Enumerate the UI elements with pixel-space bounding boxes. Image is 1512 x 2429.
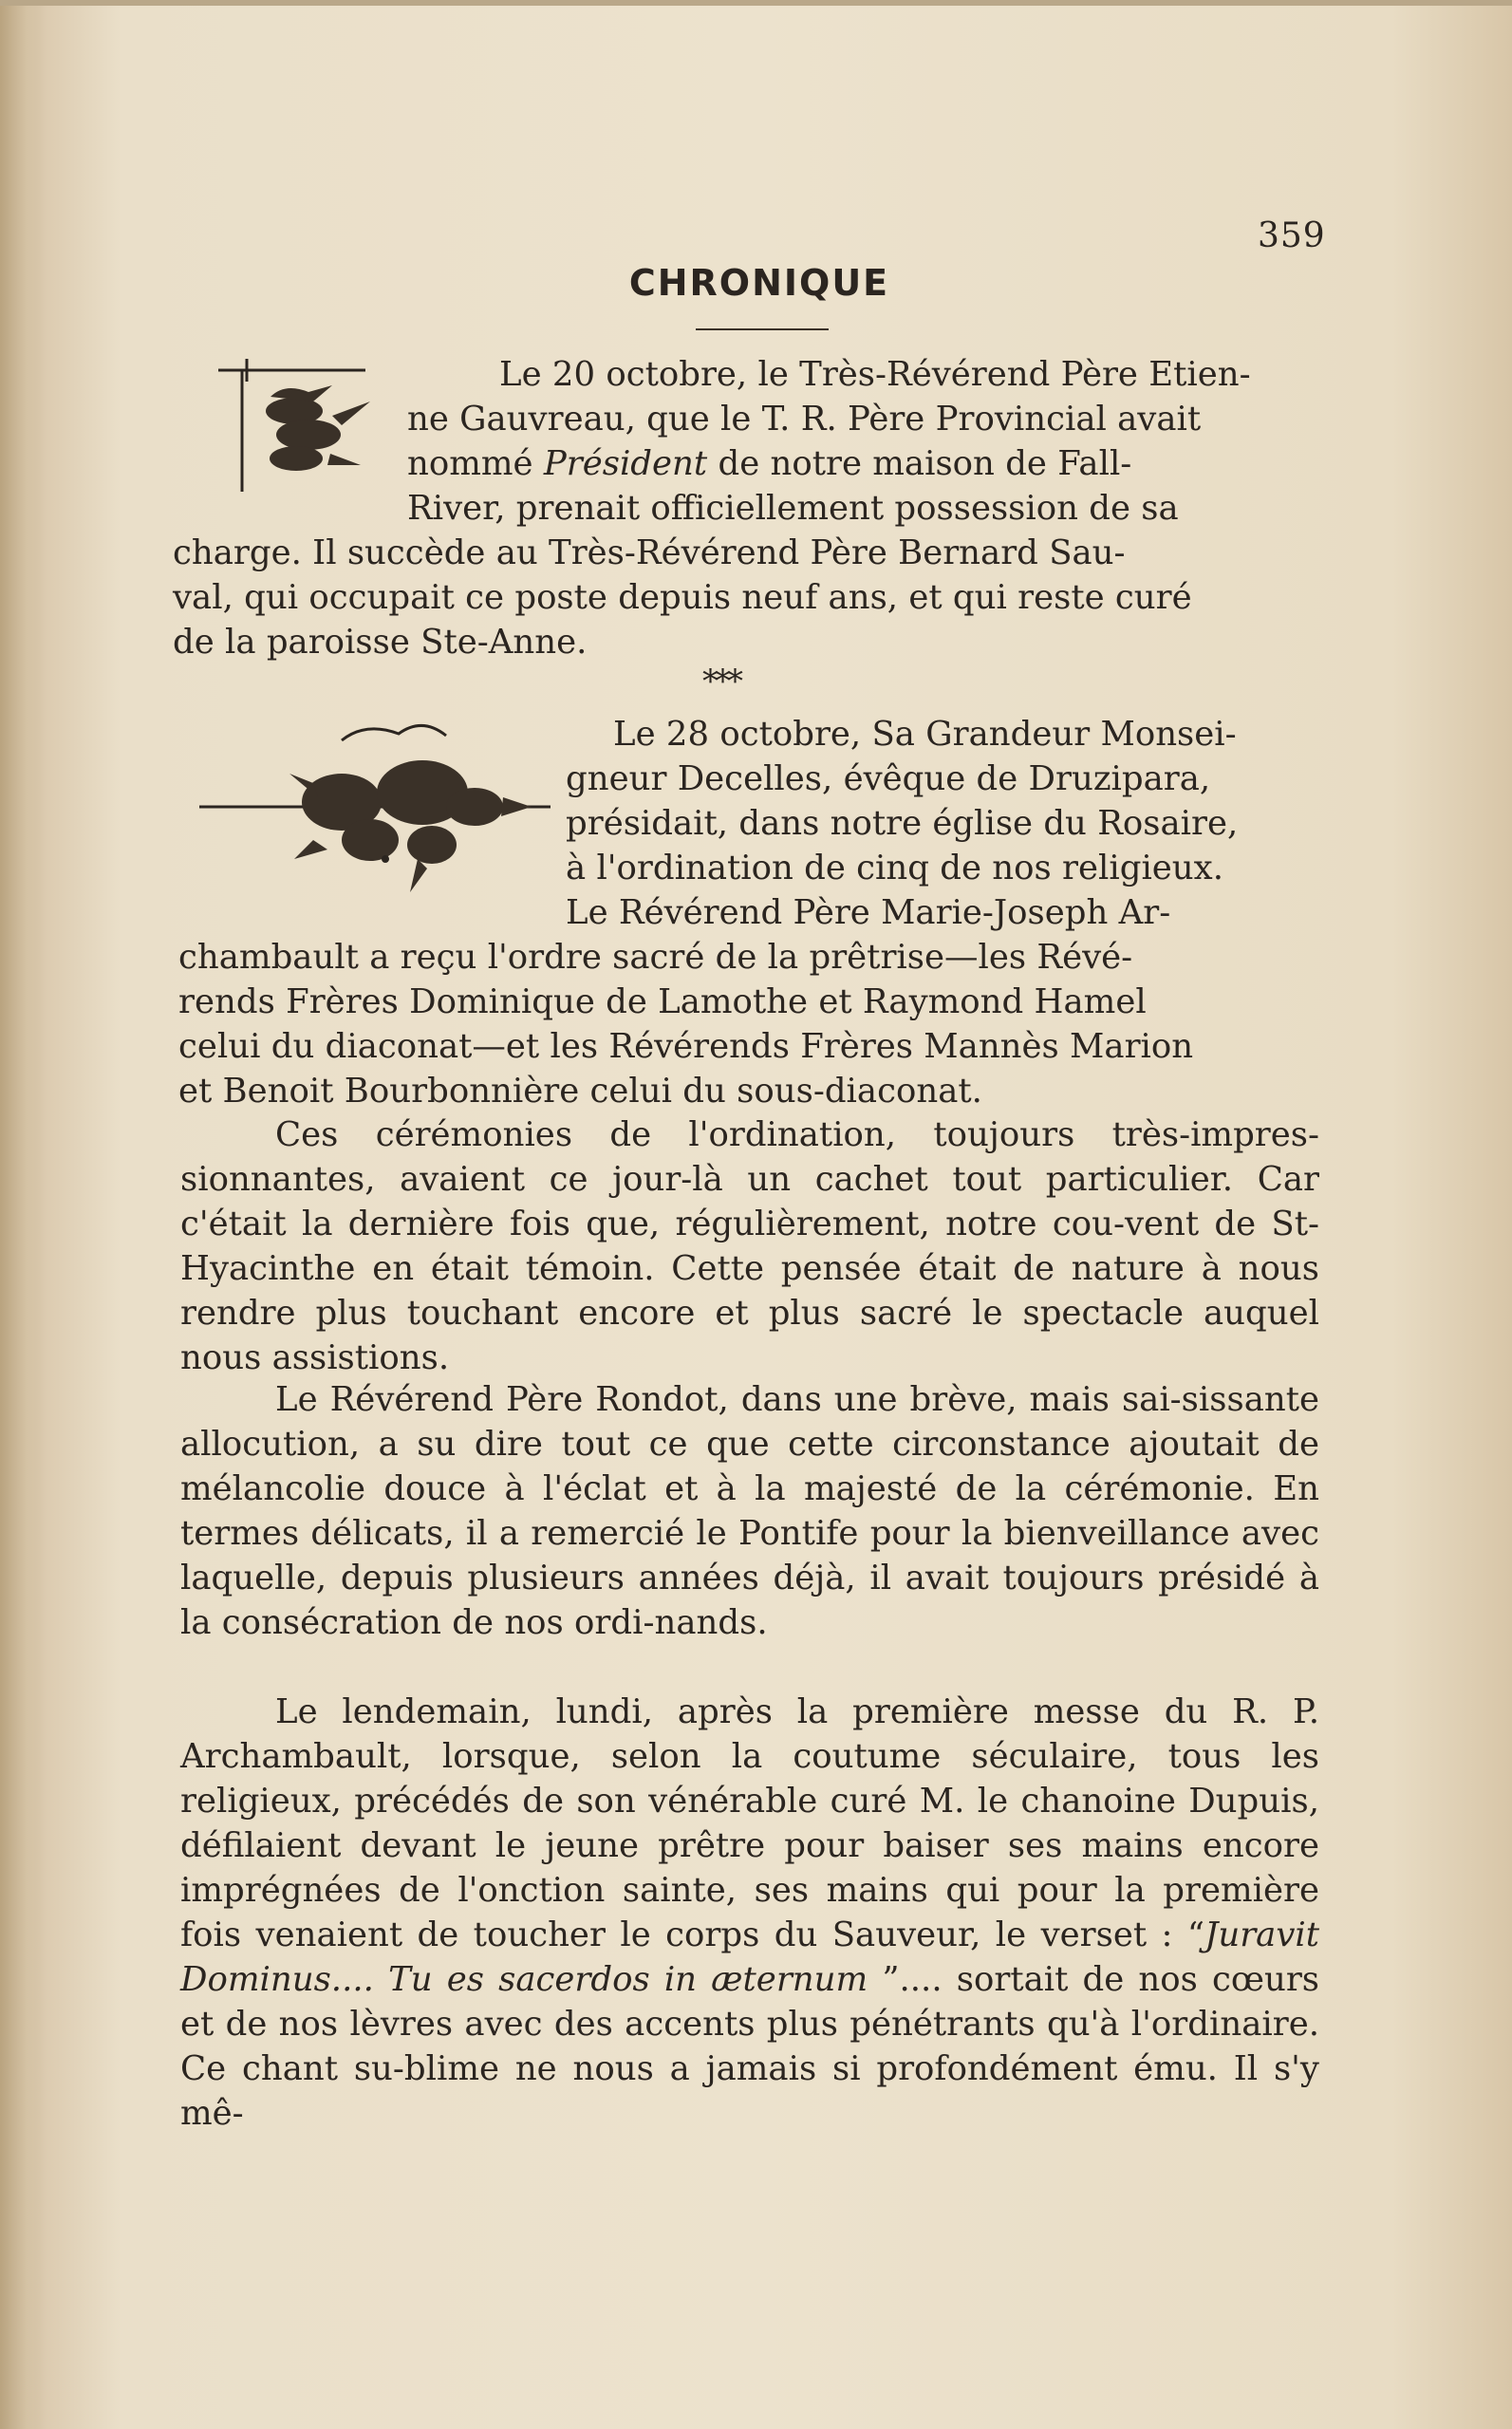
para1-line-2: ne Gauvreau, que le T. R. Père Provincial avait: [407, 400, 1202, 439]
paragraph-4-block: [180, 1377, 1319, 1645]
para1-line-3b: de notre maison de Fall-: [718, 444, 1132, 483]
para1-line-7: de la paroisse Ste-Anne.: [173, 623, 588, 662]
para2-line-1: Le 28 octobre, Sa Grandeur Monsei-: [613, 715, 1237, 754]
paragraph-4: Le Révérend Père Rondot, dans une brève, mais sai-sissante allocution, a su dire tout ce que cette circonstance ajoutait de mélancolie douce à l'éclat et à la majesté de la cérémonie. En termes délicats, il a remercié le Pontife pour la bienveillance avec laquelle, depuis plusieurs années déjà, il avait toujours présidé à la consécration de nos ordi-nands.: [180, 1380, 1319, 1642]
para2-line-9: et Benoit Bourbonnière celui du sous-diaconat.: [178, 1072, 982, 1111]
asterism-divider: ***: [702, 663, 739, 701]
chapter-heading: CHRONIQUE: [628, 262, 890, 304]
paragraph-5-end: ”.... sortait de nos cœurs et de nos lèvres avec des accents plus pénétrants qu'à l'ordinaire. Ce chant su-blime ne nous a jamais si profondément ému. Il s'y mê-: [180, 1960, 1320, 2133]
para2-line-2: gneur Decelles, évêque de Druzipara,: [566, 759, 1211, 798]
para2-line-6: chambault a reçu l'ordre sacré de la prêtrise—les Révé-: [178, 938, 1133, 977]
para1-line-6: val, qui occupait ce poste depuis neuf ans, et qui reste curé: [173, 578, 1192, 617]
para1-italic-president: Président: [543, 444, 708, 483]
para2-line-4: à l'ordination de cinq de nos religieux.: [566, 849, 1223, 888]
paragraph-3-block: [180, 1112, 1319, 1380]
para2-line-8: celui du diaconat—et les Révérends Frères Mannès Marion: [178, 1027, 1194, 1066]
paragraph-5: [180, 1690, 1319, 2136]
page-top-edge: [0, 0, 1512, 6]
paragraph-5-start: Le lendemain, lundi, après la première messe du R. P. Archambault, lorsque, selon la coutume séculaire, tous les religieux, précédés de son vénérable curé M. le chanoine Dupuis, défilaient devant le jeune prêtre pour baiser ses mains encore imprégnées de l'onction sainte, ses mains qui pour la première fois venaient de toucher le corps du Sauveur, le verset : “: [180, 1692, 1319, 1954]
heading-rule: [696, 328, 829, 330]
paragraph-3: Ces cérémonies de l'ordination, toujours très-impres-sionnantes, avaient ce jour-là un cachet tout particulier. Car c'était la dernière fois que, régulièrement, notre cou-vent de St-Hyacinthe en était témoin. Cette pensée était de nature à nous rendre plus touchant encore et plus sacré le spectacle auquel nous assistions.: [180, 1115, 1319, 1377]
para1-line-5: charge. Il succède au Très-Révérend Père Bernard Sau-: [173, 533, 1126, 572]
paragraph-2: [178, 712, 1316, 1113]
paragraph-5-block: [180, 1690, 1319, 2136]
para1-line-3: [186, 441, 1316, 486]
page-spine-shadow: [0, 0, 46, 2429]
para1-line-4: River, prenait officiellement possession de sa: [407, 489, 1179, 528]
para1-line-3a: nommé: [407, 444, 533, 483]
para2-line-3: présidait, dans notre église du Rosaire,: [566, 804, 1239, 843]
para2-line-7: rends Frères Dominique de Lamothe et Raymond Hamel: [178, 982, 1147, 1021]
paragraph-5-latin-verse: Juravit Dominus.... Tu es sacerdos in æternum: [180, 1915, 1319, 1999]
paragraph-1: [173, 352, 1316, 664]
page-number: 359: [1258, 216, 1326, 255]
para2-line-5: Le Révérend Père Marie-Joseph Ar-: [566, 893, 1171, 932]
para1-line-1: Le 20 octobre, le Très-Révérend Père Etien-: [499, 355, 1251, 394]
